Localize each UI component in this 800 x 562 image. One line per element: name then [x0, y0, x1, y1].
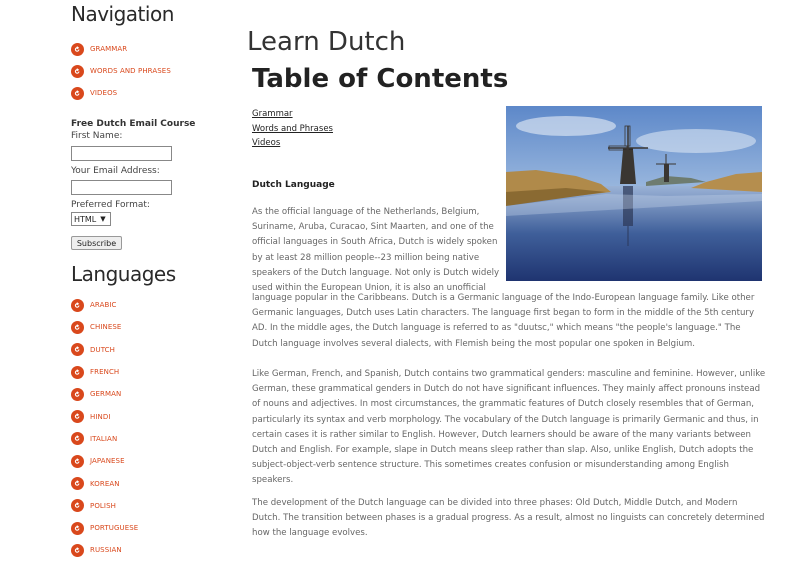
language-item[interactable]: [71, 472, 138, 494]
language-item[interactable]: [71, 517, 138, 539]
language-item[interactable]: [71, 294, 138, 316]
toc-item[interactable]: [252, 136, 333, 151]
toc-item[interactable]: [252, 107, 333, 122]
email-course-title: Free Dutch Email Course: [71, 119, 196, 129]
email-course-form: [71, 119, 221, 250]
language-item[interactable]: [71, 405, 138, 427]
first-name-input[interactable]: [71, 146, 172, 161]
email-label: Your Email Address:: [71, 165, 160, 176]
paragraph: Like German, French, and Spanish, Dutch contains two grammatical genders: masculine and feminine. However, unlike German, these grammatical genders in Dutch do not have significant influences. They mainly affect pronouns instead of nouns and adjectives. In most circumstances, the grammatic features of Dutch closely resembles that of German, particularly its syntax and verb morphology. The vocabulary of the Dutch language is primarily Germanic and thus, in certain cases it is rather similar to English. However, Dutch learners should be aware of the many variants between Dutch and English. For example, slape in Dutch means sleep rather than slap. Also, unlike English, Dutch adopts the subject-object-verb sentence structure. This sometimes creates confusion or misunderstanding among English speakers.: [252, 369, 766, 486]
format-select[interactable]: [71, 212, 111, 226]
language-link-chinese[interactable]: CHINESE: [90, 323, 122, 332]
nav-link-grammar[interactable]: GRAMMAR: [90, 45, 128, 53]
nav-item-videos[interactable]: [71, 82, 171, 104]
language-item[interactable]: [71, 450, 138, 472]
language-link-italian[interactable]: ITALIAN: [90, 434, 118, 443]
bullet-icon: [71, 499, 84, 512]
language-item[interactable]: [71, 539, 138, 561]
bullet-icon: [71, 388, 84, 401]
language-link-polish[interactable]: POLISH: [90, 501, 117, 510]
bullet-icon: [71, 432, 84, 445]
language-link-korean[interactable]: KOREAN: [90, 479, 120, 488]
languages-list: [71, 294, 138, 562]
bullet-icon: [71, 410, 84, 423]
paragraph: As the official language of the Netherlands, Belgium, Suriname, Aruba, Curacao, Sint Maarten, and one of the official languages in South Africa, Dutch is widely spoken by at least 28 million people--23 million being native speakers of the Dutch language. Not only is Dutch widely used within the European Union, it is also an unofficial: [252, 207, 500, 294]
windmill-photo: [506, 106, 762, 281]
toc-link-grammar[interactable]: Grammar: [252, 109, 293, 119]
site-title: Learn Dutch: [247, 27, 406, 57]
navigation-list: [71, 38, 171, 104]
bullet-icon: [71, 65, 84, 78]
subscribe-button[interactable]: Subscribe: [71, 236, 122, 250]
language-item[interactable]: [71, 383, 138, 405]
toc-title: Table of Contents: [252, 64, 509, 94]
language-link-japanese[interactable]: JAPANESE: [90, 457, 125, 466]
nav-item-words-and-phrases[interactable]: [71, 60, 171, 82]
bullet-icon: [71, 522, 84, 535]
language-link-dutch[interactable]: DUTCH: [90, 345, 116, 354]
bullet-icon: [71, 87, 84, 100]
nav-link-videos[interactable]: VIDEOS: [90, 89, 118, 97]
first-name-label: First Name:: [71, 131, 123, 141]
toc-links: [252, 107, 333, 151]
languages-heading: Languages: [71, 262, 176, 286]
bullet-icon: [71, 43, 84, 56]
dropdown-arrow-icon: ▼: [100, 215, 106, 223]
bullet-icon: [71, 455, 84, 468]
toc-link-videos[interactable]: Videos: [252, 138, 281, 148]
toc-link-words-and-phrases[interactable]: Words and Phrases: [252, 123, 333, 134]
windmill-landscape-image: [506, 106, 762, 281]
nav-link-words-and-phrases[interactable]: WORDS AND PHRASES: [90, 67, 171, 75]
format-label: Preferred Format:: [71, 200, 150, 210]
paragraph: The development of the Dutch language can be divided into three phases: Old Dutch, Middle Dutch, and Modern Dutch. The transition between phases is a gradual progress. As a result, almost no linguists can concretely determined how the language evolves.: [252, 498, 765, 539]
language-link-russian[interactable]: RUSSIAN: [90, 546, 122, 555]
email-input[interactable]: [71, 180, 172, 195]
language-link-arabic[interactable]: ARABIC: [90, 301, 117, 310]
language-item[interactable]: [71, 428, 138, 450]
navigation-heading: Navigation: [71, 2, 174, 26]
language-link-hindi[interactable]: HINDI: [90, 412, 111, 421]
language-link-german[interactable]: GERMAN: [90, 390, 122, 399]
section-title: Dutch Language: [252, 180, 335, 190]
toc-item[interactable]: [252, 122, 333, 137]
bullet-icon: [71, 343, 84, 356]
language-item[interactable]: [71, 316, 138, 338]
language-item[interactable]: [71, 495, 138, 517]
bullet-icon: [71, 544, 84, 557]
bullet-icon: [71, 299, 84, 312]
nav-item-grammar[interactable]: [71, 38, 171, 60]
format-select-value: HTML: [74, 214, 97, 224]
language-link-portuguese[interactable]: PORTUGUESE: [90, 524, 139, 533]
language-item[interactable]: [71, 361, 138, 383]
bullet-icon: [71, 321, 84, 334]
bullet-icon: [71, 366, 84, 379]
bullet-icon: [71, 477, 84, 490]
language-link-french[interactable]: FRENCH: [90, 368, 120, 377]
language-item[interactable]: [71, 339, 138, 361]
paragraph: language popular in the Caribbeans. Dutch is a Germanic language of the Indo-European language family. Like other Germanic languages, Dutch uses Latin characters. The language first began to form in the middle of the 5th century AD. In the middle ages, the Dutch language is referred to as "duutsc," which means "the people's language." The Dutch language involves several dialects, with Flemish being the most popular one spoken in Belgium.: [252, 293, 755, 349]
